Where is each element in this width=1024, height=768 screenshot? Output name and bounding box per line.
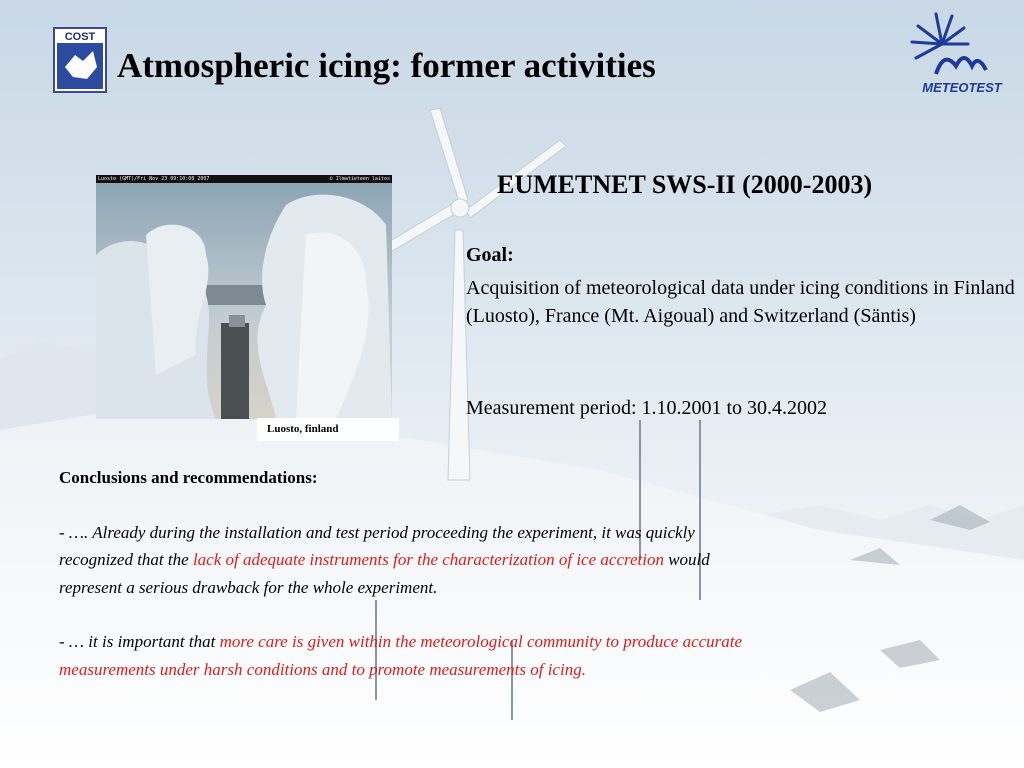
conclusion-bullet-2 (59, 628, 771, 683)
conclusions-heading: Conclusions and recommendations: (59, 468, 318, 487)
bullet-2-highlight: more care is given within the meteorological community to produce accurate measurements under harsh conditions and to promote measurements of icing. (59, 632, 743, 679)
photo-timestamp-bar (96, 175, 392, 183)
cost-logo (53, 27, 107, 93)
photo-copyright: © Ilmatieteen laitos (329, 176, 390, 182)
meteotest-logo (906, 10, 1018, 100)
bullet-1-text-b: would represent a serious drawback for the whole experiment. (59, 550, 710, 597)
measurement-period: Measurement period: 1.10.2001 to 30.4.2002 (466, 397, 828, 419)
photo-timestamp: Luosto (GMT)/Fri Nov 23 09:10:00 2007 (98, 176, 210, 182)
luosto-photo (96, 175, 392, 419)
project-heading: EUMETNET SWS-II (2000-2003) (497, 170, 873, 199)
bullet-dash: - (59, 522, 69, 542)
meteotest-logo-text: METEOTEST (922, 80, 1002, 95)
bullet-1-text-a: …. Already during the installation and test period proceeding the experiment, it was quickly recognized that the (59, 522, 695, 569)
conclusions-section (59, 464, 771, 683)
conclusion-bullet-1 (59, 519, 771, 602)
goal-label: Goal: (466, 244, 514, 266)
slide-title: Atmospheric icing: former activities (117, 46, 656, 85)
svg-text:COST: COST (64, 31, 96, 43)
bullet-2-text-a: … it is important that (68, 632, 220, 651)
goal-text: Acquisition of meteorological data under icing conditions in Finland (Luosto), France (Mt. Aigoual) and Switzerland (Säntis) (466, 277, 1015, 327)
photo-caption: Luosto, finland (257, 418, 399, 441)
bullet-dash: - (59, 632, 69, 651)
bullet-1-highlight: lack of adequate instruments for the characterization of ice accretion (192, 550, 664, 569)
